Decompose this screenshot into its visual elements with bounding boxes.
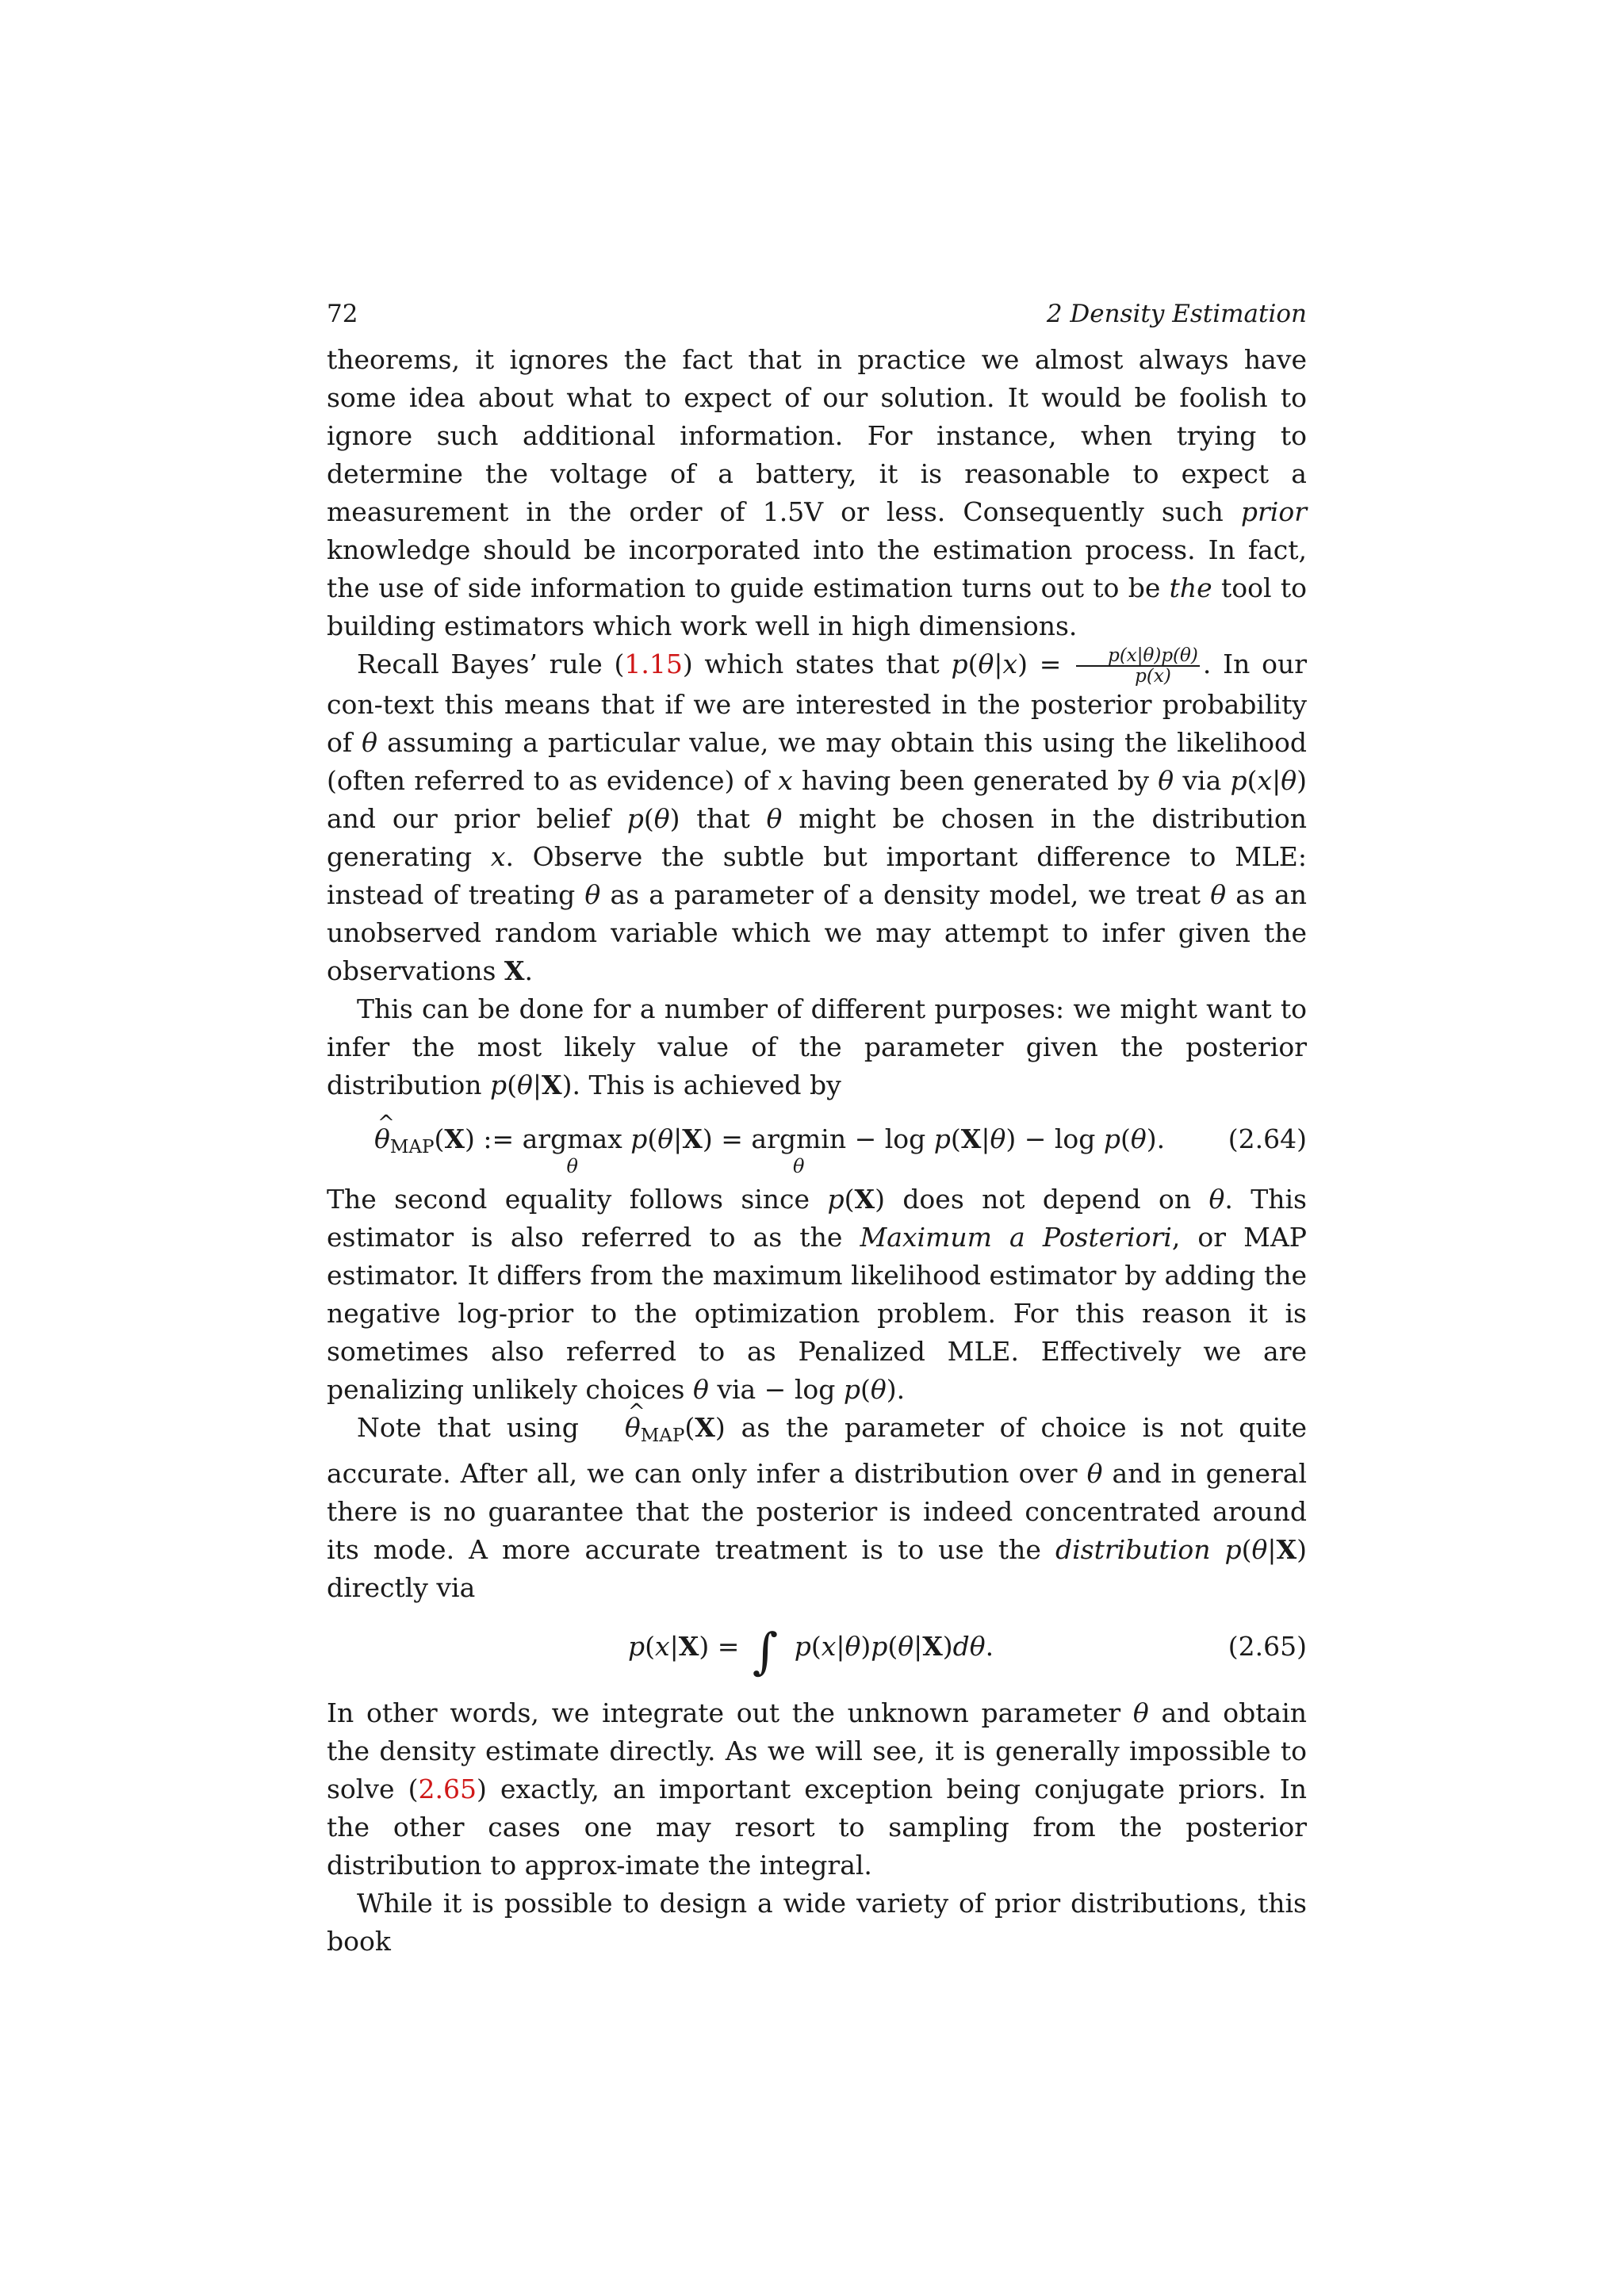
- equation-number: (2.64): [1228, 1123, 1307, 1154]
- running-head: 2 Density Estimation: [1046, 300, 1307, 328]
- paragraph-integrate-out: In other words, we integrate out the unknown parameter θ and obtain the density estimate directly. As we will see, it is generally impossible to solve (2.65) exactly, an important exception being conjugate priors. In the other cases one may resort to sampling from the posterior distribution to approx-imate the integral.: [327, 1697, 1307, 1881]
- paragraph-map-estimator: The second equality follows since p(X) does not depend on θ. This estimator is also referred to as the Maximum a Posteriori, or MAP estimator. It differs from the maximum likelihood estimator by adding the negative log-prior to the optimization problem. For this reason it is sometimes also referred to as Penalized MLE. Effectively we are penalizing unlikely choices θ via − log p(θ).: [327, 1184, 1307, 1405]
- paragraph-prior-knowledge: theorems, it ignores the fact that in practice we almost always have some idea about what to expect of our solution. It would be foolish to ignore such additional information. For instance, when trying to determine the voltage of a battery, it is reasonable to expect a measurement in the order of 1.5V or less. Consequently such prior knowledge should be incorporated into the estimation process. In fact, the use of side information to guide estimation turns out to be the tool to building estimators which work well in high dimensions.: [327, 344, 1307, 641]
- equation-number: (2.65): [1228, 1631, 1307, 1662]
- equation-2-65: p(x|X) = ∫ p(x|θ)p(θ|X)dθ. (2.65): [628, 1622, 1307, 1680]
- page: [327, 300, 1307, 1961]
- page-number: 72: [327, 300, 358, 328]
- equation-reference-link[interactable]: 2.65: [418, 1774, 477, 1804]
- bayes-fraction: $\frac{p(x|\theta)p(\theta)}{p(x)}$: [1076, 646, 1200, 686]
- page-header: [327, 300, 1307, 338]
- paragraph-prior-distributions: While it is possible to design a wide variety of prior distributions, this book: [327, 1888, 1307, 1957]
- equation-reference-link[interactable]: 1.15: [624, 649, 683, 679]
- paragraph-purposes: This can be done for a number of different purposes: we might want to infer the most likely value of the parameter given the posterior distribution p(θ|X). This is achieved by: [327, 993, 1307, 1100]
- equation-2-64: ^ θMAP(X) := argmax θ p(θ|X) = argmin θ − log p(X|θ) − log p(θ). (2.64): [327, 1104, 1307, 1181]
- paragraph-bayes-rule: Recall Bayes’ rule (1.15) which states that p(θ|x) = $\frac{p(x|\theta)p(\theta)}{p(x)}$ . In our con-text this means that if we are interested in the posterior probability of θ assuming a particular value, we may obtain this using the likelihood (often referred to as evidence) of x having been generated by θ via p(x|θ) and our prior belief p(θ) that θ might be chosen in the distribution generating x. Observe the subtle but important difference to MLE: instead of treating θ as a parameter of a density model, we treat θ as an unobserved random variable which we may attempt to infer given the observations X.: [327, 645, 1307, 986]
- paragraph-distribution: Note that using ^ θMAP(X) as the parameter of choice is not quite accurate. After all, we can only infer a distribution over θ and in general there is no guarantee that the posterior is indeed concentrated around its mode. A more accurate treatment is to use the distribution p(θ|X) directly via: [327, 1409, 1307, 1607]
